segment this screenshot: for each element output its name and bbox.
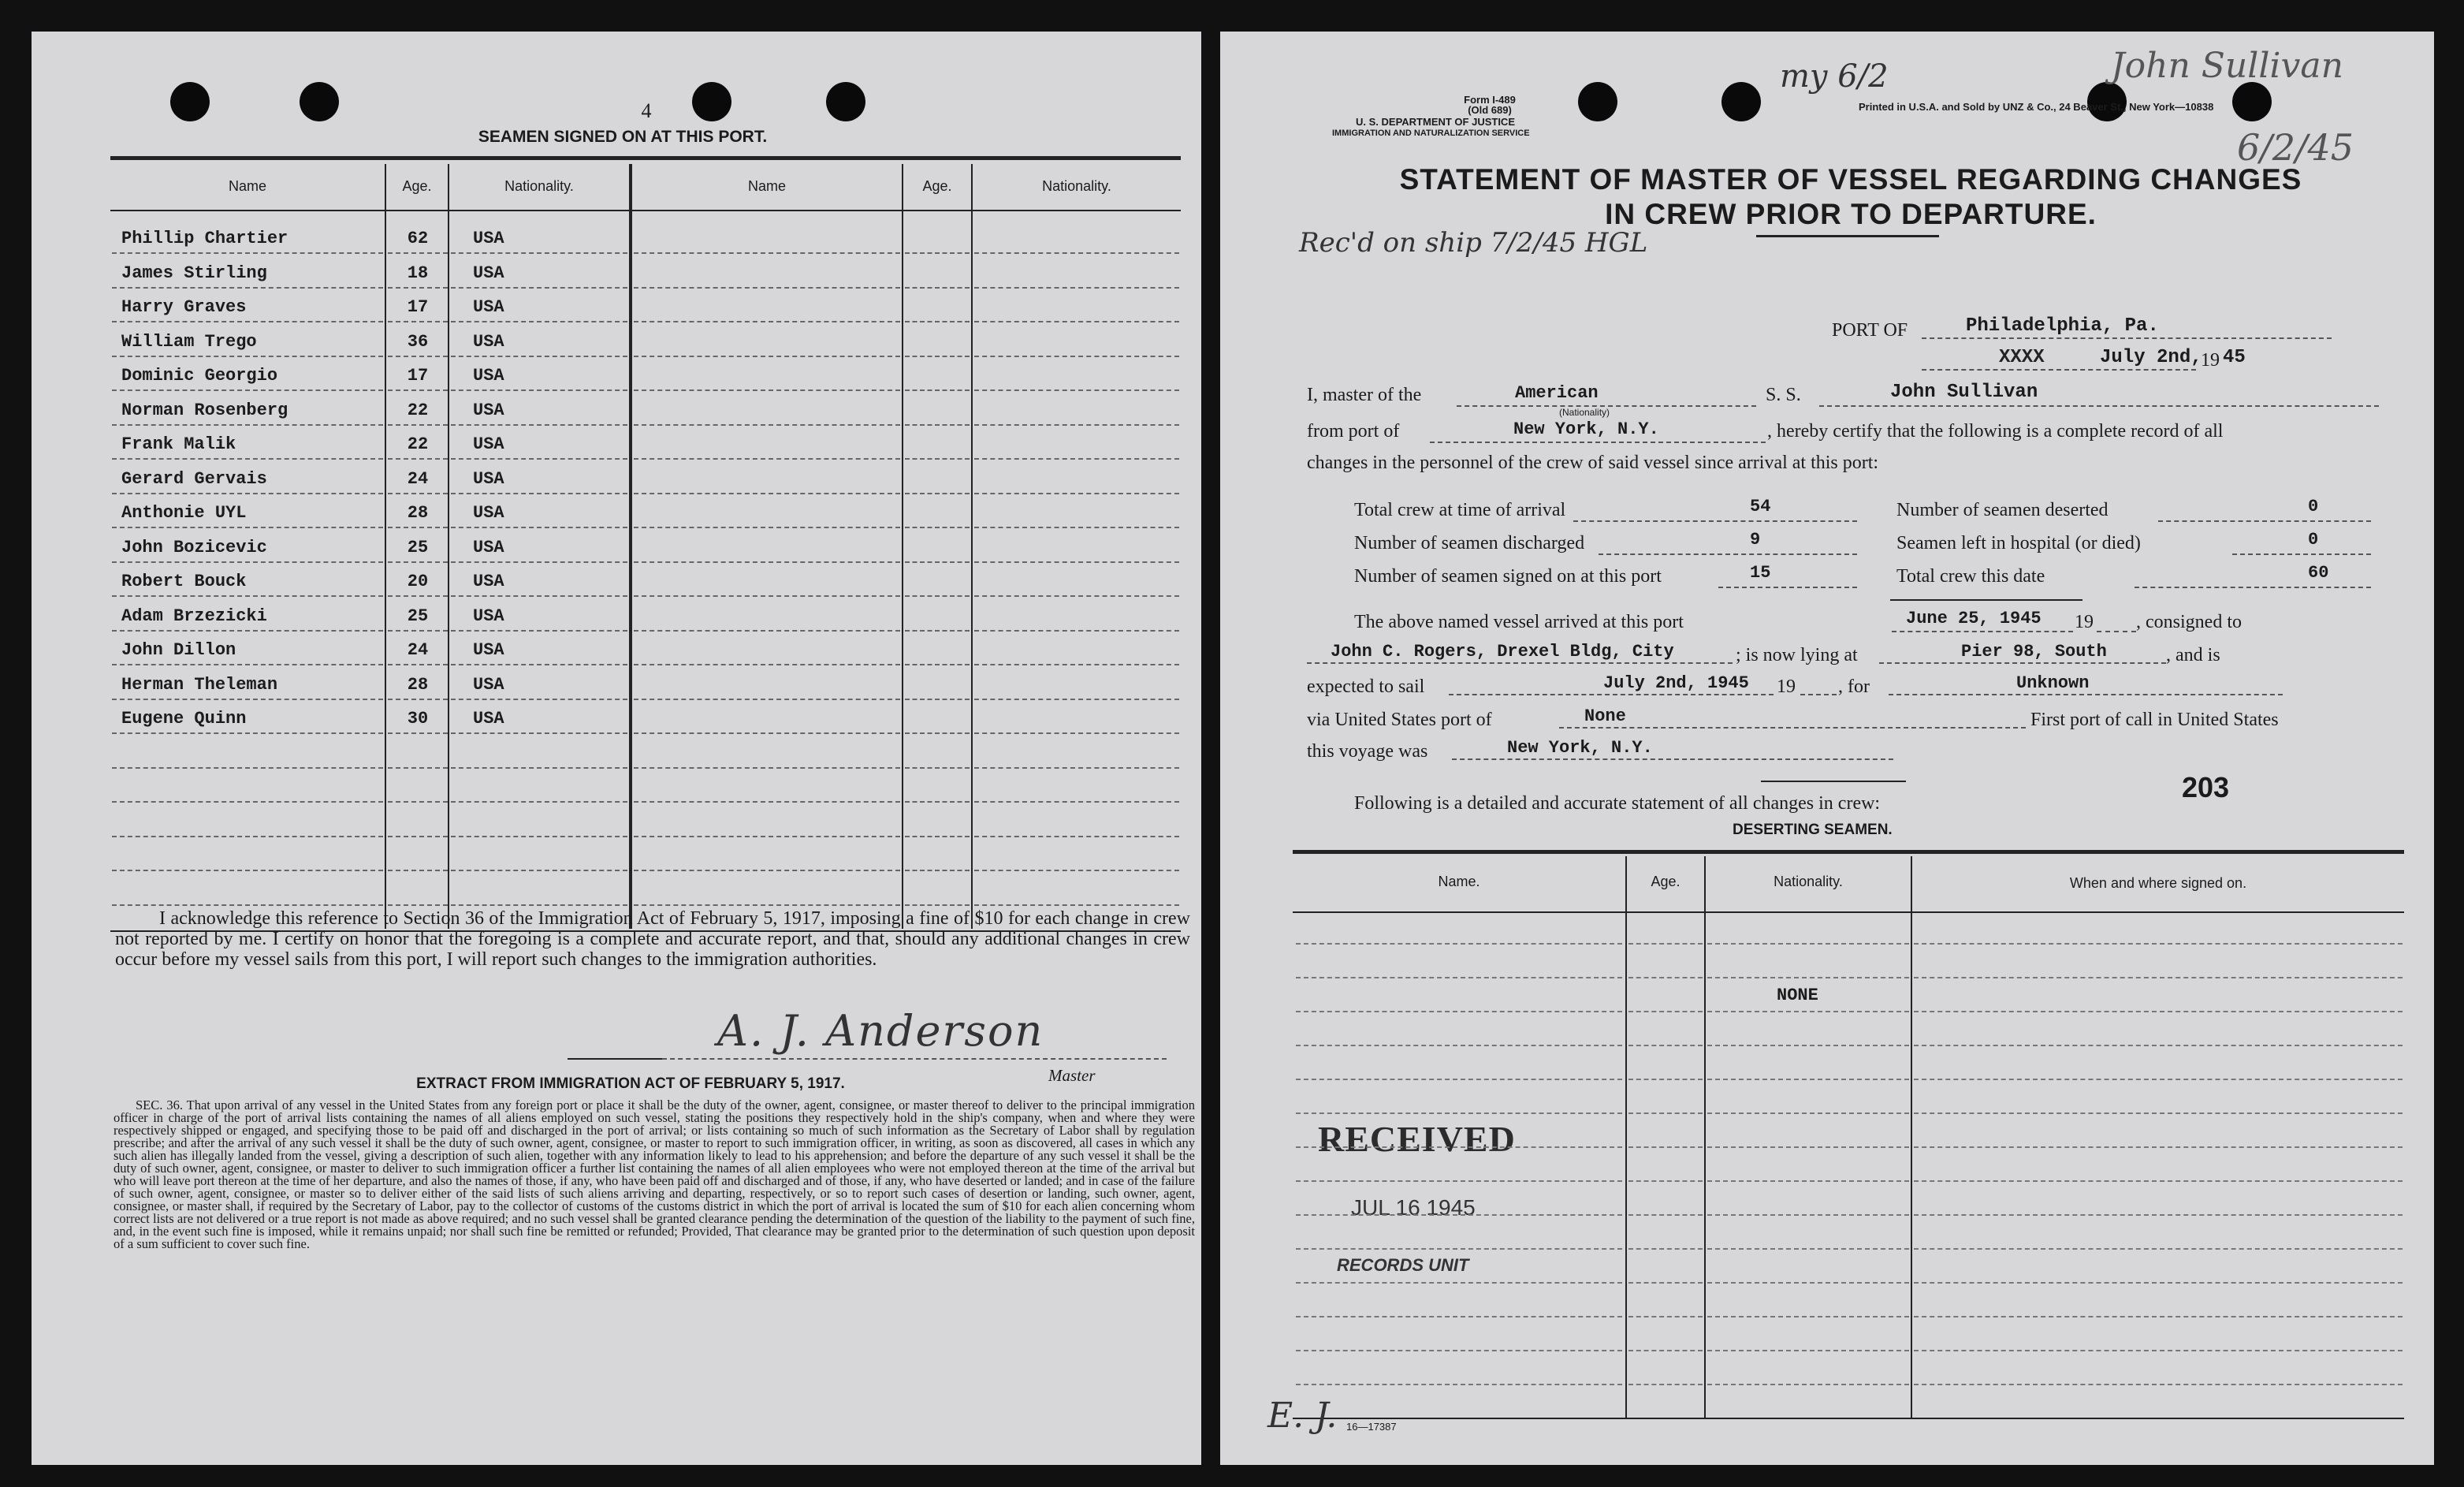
stat-label: Total crew at time of arrival [1354,500,1566,520]
for-value: Unknown [2016,673,2090,693]
arrived-label: The above named vessel arrived at this port [1354,612,1684,632]
seaman-name: Frank Malik [121,434,236,454]
seaman-nationality: USA [473,606,504,626]
page-number: 4 [641,99,652,122]
arrived-year: 19 [2075,612,2094,632]
punch-hole [300,82,339,121]
seaman-name: Robert Bouck [121,572,247,591]
struck-date-text: XXXX [1999,347,2045,368]
seaman-age: 22 [407,434,429,454]
seaman-nationality: USA [473,468,504,489]
handwritten-date: 6/2/45 [2237,126,2354,169]
number-203: 203 [2182,771,2230,803]
col-header-age: Age. [402,178,432,194]
stat-label: Number of seamen signed on at this port [1354,566,1662,587]
extract-text: SEC. 36. That upon arrival of any vessel in the United States from any foreign port or place it shall be the duty of the owner, agent, consignee, or master thereof to deliver to the principal immigration officer in charge of the port of arrival lists containing the names of all aliens employed on such vessel, stating the positions they respectively hold in the ship's company, when and where they were respectively shipped or engaged, and specifying those to be paid off and discharged in the port of arrival; or lists containing so much of such information as the Secretary of Labor shall by regulation prescribe; and after the arrival of any such vessel it shall be the duty of such owner, agent, consignee, or master to report to such immigration officer, in writing, as soon as discovered, all cases in which any such alien has illegally landed from the vessel, giving a description of such alien, together with any information likely to lead to his apprehension; and before the departure of any such vessel it shall be the duty of such owner, agent, consignee, or master to deliver to such immigration officer a further list containing the names of all alien employees who were not employed thereon at the time of the arrival but who will leave port thereon at the time of her departure, and also the names of those, if any, who have been paid off and discharged and of those, if any, who have deserted or landed; and in case of the failure of such owner, agent, consignee, or master so to deliver either of the said lists of such aliens arriving and departing, respectively, or so to report such cases of desertion or landing, such owner, agent, consignee, or master shall, if required by the Secretary of Labor, pay to the collector of customs of the customs district in which the port of arrival is located the sum of $10 for each alien concerning whom correct lists are not delivered or a true report is not made as above required; and no such vessel shall be granted clearance pending the determination of the question of the liability to the payment of such fine, and, in the event such fine is imposed, while it remains unpaid; nor shall such fine be remitted or refunded; Provided, That clearance may be granted prior to the determination of such question upon deposit of a sum sufficient to cover such fine. [114,1098,1195,1251]
punch-hole [1721,82,1761,121]
seaman-nationality: USA [473,297,504,317]
seaman-nationality: USA [473,434,504,454]
expected-label: expected to sail [1307,676,1425,697]
nationality-caption: (Nationality) [1559,407,1610,418]
expected-year: 19 [1777,676,1796,697]
master-label: I, master of the [1307,385,1422,405]
handwritten-received-note: Rec'd on ship 7/2/45 HGL [1299,227,1648,259]
deserting-col-nationality: Nationality. [1774,874,1843,889]
deserting-none: NONE [1777,986,1818,1005]
acknowledgment-text: I acknowledge this reference to Section 36 of the Immigration Act of February 5, 1917, imposing a fine of $10 for each change in crew not reported by me. I certify on honor that the foregoing is a complete and accurate report, and that, should any additional changes in crew occur before my vessel sails from this port, I will report such changes to the immigration authorities. [115,908,1190,970]
seaman-nationality: USA [473,331,504,352]
this-voyage-label: this voyage was [1307,741,1428,762]
consigned-label: , consigned to [2136,612,2242,632]
following-text: Following is a detailed and accurate statement of all changes in crew: [1354,793,1881,814]
seaman-name: Herman Theleman [121,674,278,695]
date-value: July 2nd, [2100,347,2202,368]
seaman-nationality: USA [473,229,504,248]
signature-caption: Master [1048,1066,1096,1085]
stat-label: Number of seamen deserted [1896,500,2109,520]
seaman-nationality: USA [473,503,504,523]
year-value: 45 [2223,347,2246,368]
port-of-value: Philadelphia, Pa. [1966,315,2159,337]
seaman-age: 25 [407,606,429,626]
col-header-nationality: Nationality. [504,178,574,194]
seaman-nationality: USA [473,366,504,386]
seaman-age: 28 [407,503,429,523]
seaman-age: 36 [407,331,429,352]
seaman-name: Anthonie UYL [121,503,247,523]
seaman-name: Norman Rosenberg [121,400,288,420]
lying-value: Pier 98, South [1961,642,2107,662]
year-prefix: 19 [2201,350,2220,371]
seaman-nationality: USA [473,572,504,591]
seaman-age: 17 [407,297,429,317]
seaman-age: 62 [407,229,429,248]
seaman-age: 24 [407,468,429,489]
stat-label: Total crew this date [1896,566,2045,587]
col-header-name-2: Name [747,178,786,194]
handwritten-note-top: my 6/2 [1780,58,1889,95]
first-port-label: First port of call in United States [2030,710,2279,730]
certify-text: , hereby certify that the following is a complete record of all [1767,421,2224,442]
for-label: , for [1838,676,1870,697]
seaman-age: 18 [407,263,429,283]
stat-value: 60 [2308,563,2329,583]
left-page [32,32,1201,1465]
consignee-value: John C. Rogers, Drexel Bldg, City [1331,642,1674,662]
received-stamp-unit: RECORDS UNIT [1337,1255,1469,1275]
form-id: Form I-489 (Old 689) [1464,94,1516,116]
punch-hole [692,82,731,121]
extract-heading: EXTRACT FROM IMMIGRATION ACT OF FEBRUARY 5, 1917. [416,1075,845,1092]
seaman-age: 24 [407,640,429,660]
stat-value: 0 [2308,530,2319,550]
col-header-nationality-2: Nationality. [1042,178,1111,194]
seaman-name: Gerard Gervais [121,468,267,489]
stat-label: Number of seamen discharged [1354,533,1585,553]
deserting-col-signed-on: When and where signed on. [2069,875,2247,891]
seaman-nationality: USA [473,674,504,695]
punch-hole [826,82,865,121]
via-label: via United States port of [1307,710,1492,730]
arrived-value: June 25, 1945 [1906,609,2042,628]
seaman-name: Harry Graves [121,297,247,317]
from-port-label: from port of [1307,421,1400,442]
deserting-heading: DESERTING SEAMEN. [1733,822,1893,838]
seaman-age: 22 [407,400,429,420]
this-voyage-value: New York, N.Y. [1507,738,1653,758]
form-number: 16—17387 [1346,1421,1397,1433]
seaman-age: 30 [407,709,429,729]
master-signature: A. J. Anderson [717,1006,1044,1056]
seaman-age: 28 [407,674,429,695]
department-label: U. S. DEPARTMENT OF JUSTICE IMMIGRATION AND NATURALIZATION SERVICE [1332,116,1530,138]
deserting-col-name: Name. [1438,874,1480,889]
stat-value: 9 [1750,530,1761,550]
stat-value: 15 [1750,563,1771,583]
ship-name: John Sullivan [1890,382,2038,403]
seaman-name: James Stirling [121,263,267,283]
port-of-label: PORT OF [1832,320,1908,341]
received-stamp: RECEIVED [1318,1119,1516,1159]
seaman-name: Eugene Quinn [121,709,247,729]
seaman-age: 17 [407,366,429,386]
punch-hole [1578,82,1617,121]
and-is-text: , and is [2166,645,2220,665]
seaman-nationality: USA [473,537,504,557]
seaman-name: John Bozicevic [121,537,267,557]
expected-value: July 2nd, 1945 [1603,673,1749,693]
right-page [1220,32,2434,1465]
ss-label: S. S. [1766,385,1801,405]
col-header-name: Name [228,178,266,194]
via-value: None [1584,706,1626,726]
changes-text: changes in the personnel of the crew of said vessel since arrival at this port: [1307,453,1879,473]
stat-value: 0 [2308,497,2319,516]
handwritten-ship-name: John Sullivan [2111,46,2343,86]
stat-label: Seamen left in hospital (or died) [1896,533,2141,553]
corner-initials: E. J. [1267,1396,1338,1436]
lying-label: ; is now lying at [1736,645,1858,665]
seaman-nationality: USA [473,709,504,729]
seaman-nationality: USA [473,263,504,283]
from-port-value: New York, N.Y. [1513,419,1659,439]
seaman-name: Dominic Georgio [121,366,278,386]
seaman-name: Phillip Chartier [121,229,288,248]
deserting-col-age: Age. [1651,874,1681,889]
received-stamp-date: JUL 16 1945 [1351,1195,1476,1220]
seaman-nationality: USA [473,640,504,660]
punch-hole [170,82,210,121]
seaman-name: Adam Brzezicki [121,606,267,626]
seaman-name: John Dillon [121,640,236,660]
seaman-age: 25 [407,537,429,557]
seaman-name: William Trego [121,331,257,352]
col-header-age-2: Age. [922,178,952,194]
stat-value: 54 [1750,497,1771,516]
nationality-value: American [1515,383,1599,403]
printer-note: Printed in U.S.A. and Sold by UNZ & Co., 24 Beaver St., New York—10838 [1859,101,2214,113]
seaman-nationality: USA [473,400,504,420]
seaman-age: 20 [407,572,429,591]
form-title: STATEMENT OF MASTER OF VESSEL REGARDING CHANGES IN CREW PRIOR TO DEPARTURE. [1399,163,2302,230]
left-heading: SEAMEN SIGNED ON AT THIS PORT. [478,128,768,146]
